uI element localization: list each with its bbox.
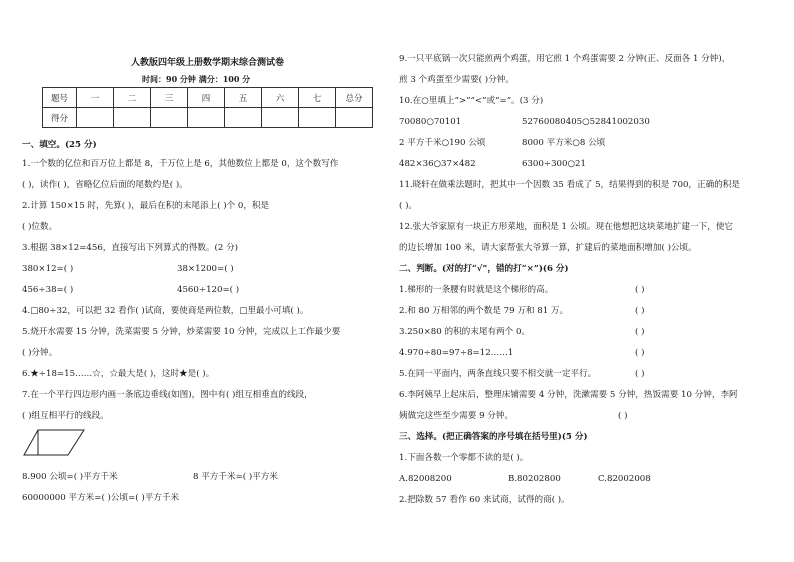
- table-cell: 一: [77, 88, 114, 108]
- question-text: 8000 平方米○8 公顷: [522, 138, 606, 148]
- parallelogram-figure: [22, 428, 87, 458]
- question-text: 5.烧开水需要 15 分钟，洗菜需要 5 分钟，炒菜需要 10 分钟，完成以上工作最少要: [22, 327, 341, 337]
- question-text: 5.在同一平面内，两条直线只要不相交就一定平行。: [399, 369, 597, 379]
- table-cell: 得分: [43, 108, 77, 128]
- question-text: 2.和 80 万相邻的两个数是 79 万和 81 万。: [399, 306, 569, 316]
- table-cell: 六: [262, 88, 299, 108]
- question-text: 8.900 公顷=( )平方千米: [22, 472, 118, 482]
- section-heading: 一、填空。(25 分): [22, 140, 97, 150]
- question-text: 52760080405○52841002030: [522, 117, 650, 127]
- question-text: 70080○70101: [399, 117, 462, 127]
- question-text: 7.在一个平行四边形内画一条底边垂线(如图)，图中有( )组互相垂直的线段，: [22, 390, 313, 400]
- table-row: [43, 108, 373, 128]
- section-heading: 二、判断。(对的打“√”，错的打“×”)(6 分): [399, 264, 569, 274]
- answer-bracket[interactable]: ( ): [635, 348, 645, 358]
- score-input-cell[interactable]: [336, 108, 373, 128]
- answer-bracket[interactable]: ( ): [635, 369, 645, 379]
- choice-b[interactable]: B.80202800: [508, 474, 561, 484]
- question-text: 2 平方千米○190 公顷: [399, 138, 486, 148]
- question-text: 60000000 平方米=( )公顷=( )平方千米: [22, 493, 180, 503]
- question-text: 1.下面各数一个零都不读的是( )。: [399, 453, 529, 463]
- question-text: ( )，读作( )，省略亿位后面的尾数约是( )。: [22, 180, 188, 190]
- table-row: [43, 88, 373, 108]
- question-text: 10.在○里填上“>”“<”或“=”。(3 分): [399, 96, 544, 106]
- score-input-cell[interactable]: [188, 108, 225, 128]
- question-text: 12.张大爷家原有一块正方形菜地，面积是 1 公顷。现在他想把这块菜地扩建一下，使它: [399, 222, 733, 232]
- question-text: 姨做完这些至少需要 9 分钟。: [399, 411, 514, 421]
- question-text: 1.一个数的亿位和百万位上都是 8，千万位上是 6，其他数位上都是 0，这个数写作: [22, 159, 339, 169]
- table-cell: 二: [114, 88, 151, 108]
- section-heading: 三、选择。(把正确答案的序号填在括号里)(5 分): [399, 432, 588, 442]
- table-cell: 五: [225, 88, 262, 108]
- score-input-cell[interactable]: [299, 108, 336, 128]
- question-text: 6300÷300○21: [522, 159, 586, 169]
- exam-info: 时间：90 分钟 满分：100 分: [142, 74, 251, 84]
- choice-a[interactable]: A.82008200: [399, 474, 452, 484]
- question-text: 2.计算 150×15 时，先算( )，最后在积的末尾添上( )个 0，积是: [22, 201, 270, 211]
- score-input-cell[interactable]: [225, 108, 262, 128]
- question-text: 38×1200=( ): [177, 264, 234, 274]
- question-text: ( )组互相平行的线段。: [22, 411, 109, 421]
- table-cell: 七: [299, 88, 336, 108]
- question-text: 9.一只平底锅一次只能煎两个鸡蛋，用它煎 1 个鸡蛋需要 2 分钟(正、反面各 1 分钟)，: [399, 54, 731, 64]
- question-text: 8 平方千米=( )平方米: [193, 472, 278, 482]
- question-text: 4.970÷80=97÷8=12……1: [399, 348, 514, 358]
- question-text: 1.梯形的一条腰有时就是这个梯形的高。: [399, 285, 554, 295]
- score-input-cell[interactable]: [262, 108, 299, 128]
- table-cell: 总分: [336, 88, 373, 108]
- page-title: 人教版四年级上册数学期末综合测试卷: [131, 58, 285, 68]
- question-text: 6.★÷18=15……☆，☆最大是( )，这时★是( )。: [22, 369, 215, 379]
- question-text: 6.李阿姨早上起床后，整理床铺需要 4 分钟，洗漱需要 5 分钟，热饭需要 10 分钟，李阿: [399, 390, 738, 400]
- score-input-cell[interactable]: [151, 108, 188, 128]
- question-text: 2.把除数 57 看作 60 来试商，试得的商( )。: [399, 495, 570, 505]
- table-cell: 四: [188, 88, 225, 108]
- answer-bracket[interactable]: ( ): [635, 285, 645, 295]
- answer-bracket[interactable]: ( ): [635, 306, 645, 316]
- score-input-cell[interactable]: [114, 108, 151, 128]
- question-text: 4560÷120=( ): [177, 285, 240, 295]
- question-text: 3.250×80 的积的末尾有两个 0。: [399, 327, 531, 337]
- question-text: ( )。: [399, 201, 418, 211]
- question-text: 4.□80÷32，可以把 32 看作( )试商，要使商是两位数，□里最小可填( )。: [22, 306, 309, 316]
- answer-bracket[interactable]: ( ): [635, 327, 645, 337]
- question-text: 3.根据 38×12=456，直接写出下列算式的得数。(2 分): [22, 243, 239, 253]
- question-text: 456÷38=( ): [22, 285, 74, 295]
- question-text: 482×36○37×482: [399, 159, 476, 169]
- choice-c[interactable]: C.82002008: [598, 474, 651, 484]
- score-table: [42, 87, 373, 128]
- answer-bracket[interactable]: ( ): [618, 411, 628, 421]
- question-text: 380×12=( ): [22, 264, 74, 274]
- question-text: 11.晓轩在做乘法题时，把其中一个因数 35 看成了 5，结果得到的积是 700，正确的积是: [399, 180, 740, 190]
- question-text: ( )分钟。: [22, 348, 58, 358]
- table-cell: 题号: [43, 88, 77, 108]
- question-text: ( )位数。: [22, 222, 58, 232]
- table-cell: 三: [151, 88, 188, 108]
- question-text: 的边长增加 100 米，请大家帮张大爷算一算，扩建后的菜地面积增加( )公顷。: [399, 243, 697, 253]
- question-text: 煎 3 个鸡蛋至少需要( )分钟。: [399, 75, 514, 85]
- score-input-cell[interactable]: [77, 108, 114, 128]
